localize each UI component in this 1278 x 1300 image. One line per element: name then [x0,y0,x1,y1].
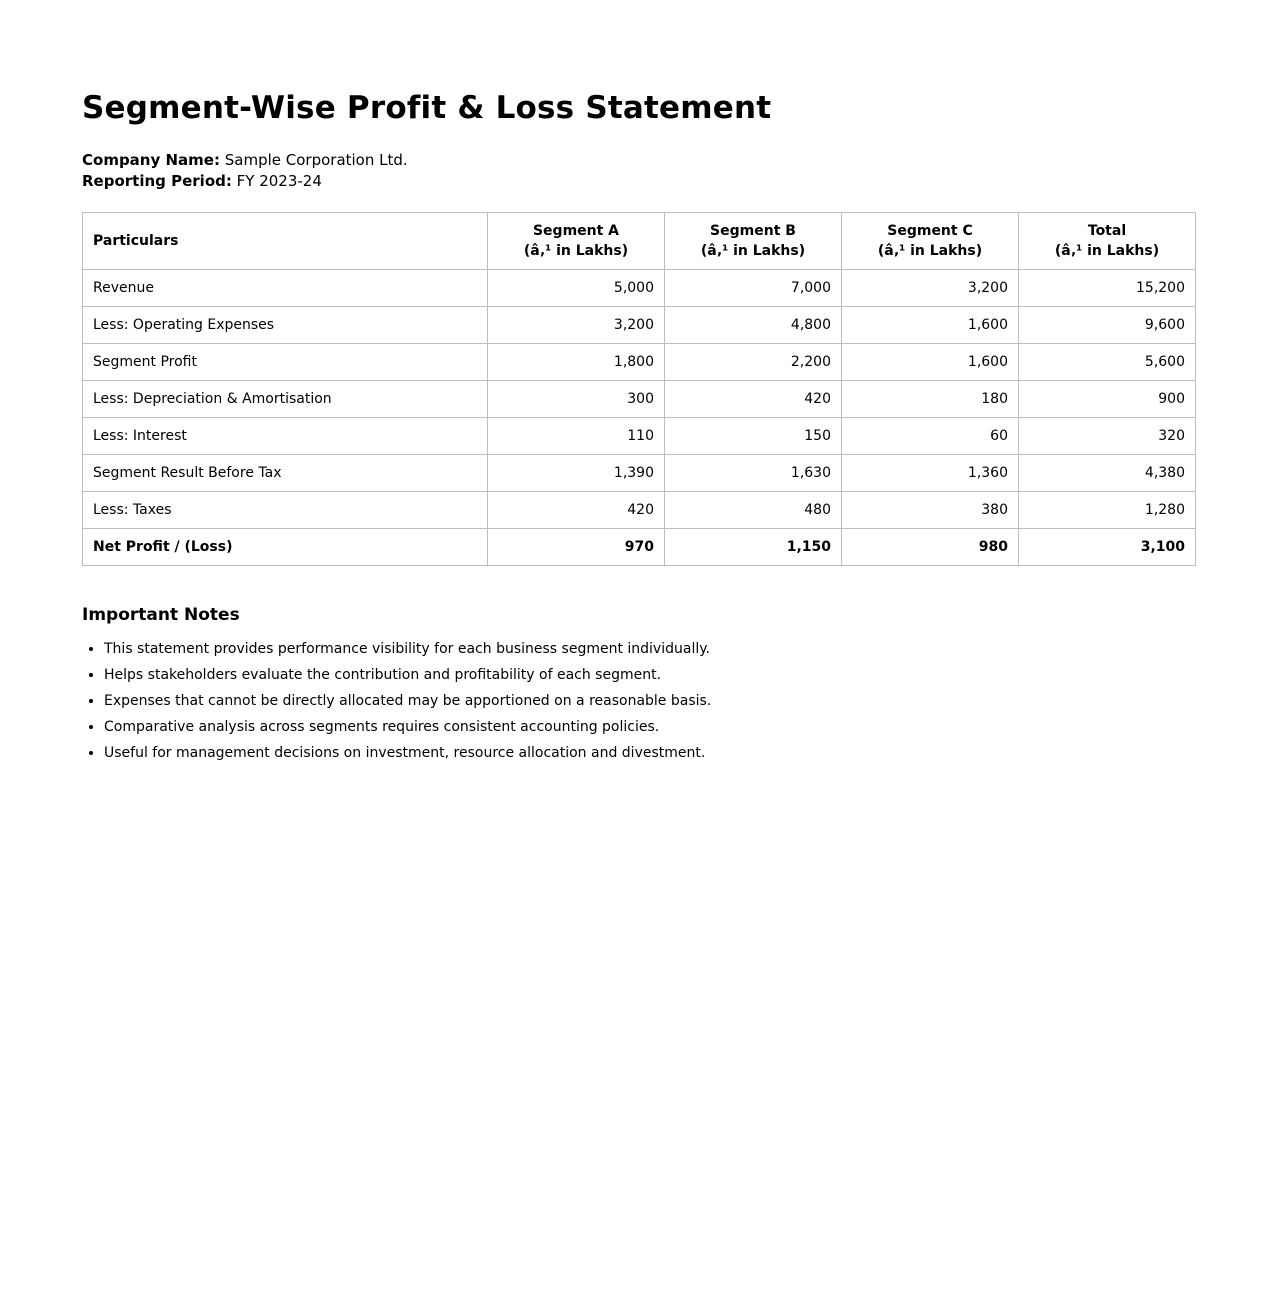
list-item: • This statement provides performance visibility for each business segment individually. [104,636,1196,662]
cell-segment-c: 980 [842,529,1019,566]
header-unit: (â‚¹ in Lakhs) [700,243,806,259]
table-row [83,492,1196,529]
table-header-row [83,213,1196,270]
cell-segment-c: 380 [842,492,1019,529]
period-line [82,171,1196,192]
cell-segment-b: 1,630 [665,455,842,492]
cell-segment-a: 1,390 [488,455,665,492]
notes-heading: Important Notes [82,605,240,625]
row-label: Less: Operating Expenses [83,307,488,344]
table-row [83,418,1196,455]
table-row [83,307,1196,344]
cell-total: 3,100 [1019,529,1196,566]
cell-segment-a: 110 [488,418,665,455]
cell-total: 9,600 [1019,307,1196,344]
row-label: Revenue [83,270,488,307]
cell-total: 4,380 [1019,455,1196,492]
statement-meta [82,150,1196,192]
header-segment-b [665,213,842,270]
list-item: • Useful for management decisions on investment, resource allocation and divestment. [104,740,1196,766]
cell-segment-b: 420 [665,381,842,418]
header-segment-a [488,213,665,270]
notes-list [82,636,1196,766]
cell-segment-c: 60 [842,418,1019,455]
pl-table [82,212,1196,566]
period-value: FY 2023-24 [236,172,322,190]
table-row [83,344,1196,381]
header-segment-c [842,213,1019,270]
cell-segment-b: 1,150 [665,529,842,566]
row-label: Segment Result Before Tax [83,455,488,492]
header-total [1019,213,1196,270]
cell-segment-a: 5,000 [488,270,665,307]
list-item: • Comparative analysis across segments requires consistent accounting policies. [104,714,1196,740]
cell-total: 1,280 [1019,492,1196,529]
list-item: • Expenses that cannot be directly allocated may be apportioned on a reasonable basis. [104,688,1196,714]
cell-total: 5,600 [1019,344,1196,381]
cell-segment-a: 300 [488,381,665,418]
cell-segment-c: 1,360 [842,455,1019,492]
header-unit: (â‚¹ in Lakhs) [1054,243,1160,259]
cell-segment-a: 970 [488,529,665,566]
list-item: • Helps stakeholders evaluate the contribution and profitability of each segment. [104,662,1196,688]
cell-total: 15,200 [1019,270,1196,307]
statement-page [82,86,1196,766]
cell-segment-b: 4,800 [665,307,842,344]
company-label: Company Name: [82,151,220,169]
cell-segment-b: 480 [665,492,842,529]
net-profit-row [83,529,1196,566]
cell-segment-b: 2,200 [665,344,842,381]
company-line [82,150,1196,171]
header-particulars [83,213,488,270]
header-name: Segment B [710,223,796,239]
row-label: Segment Profit [83,344,488,381]
page-title: Segment-Wise Profit & Loss Statement [82,90,772,126]
header-name: Total [1087,223,1127,239]
cell-total: 320 [1019,418,1196,455]
cell-segment-a: 1,800 [488,344,665,381]
cell-segment-b: 7,000 [665,270,842,307]
header-name: Segment C [887,223,973,239]
cell-segment-c: 3,200 [842,270,1019,307]
row-label: Less: Taxes [83,492,488,529]
table-row [83,270,1196,307]
cell-total: 900 [1019,381,1196,418]
company-value: Sample Corporation Ltd. [224,151,408,169]
cell-segment-c: 1,600 [842,344,1019,381]
header-name: Particulars [93,233,179,249]
cell-segment-c: 180 [842,381,1019,418]
period-label: Reporting Period: [82,172,232,190]
cell-segment-a: 420 [488,492,665,529]
header-unit: (â‚¹ in Lakhs) [877,243,983,259]
cell-segment-b: 150 [665,418,842,455]
table-row [83,455,1196,492]
table-row [83,381,1196,418]
row-label: Net Profit / (Loss) [83,529,488,566]
header-unit: (â‚¹ in Lakhs) [523,243,629,259]
cell-segment-a: 3,200 [488,307,665,344]
row-label: Less: Interest [83,418,488,455]
cell-segment-c: 1,600 [842,307,1019,344]
header-name: Segment A [532,223,620,239]
row-label: Less: Depreciation & Amortisation [83,381,488,418]
